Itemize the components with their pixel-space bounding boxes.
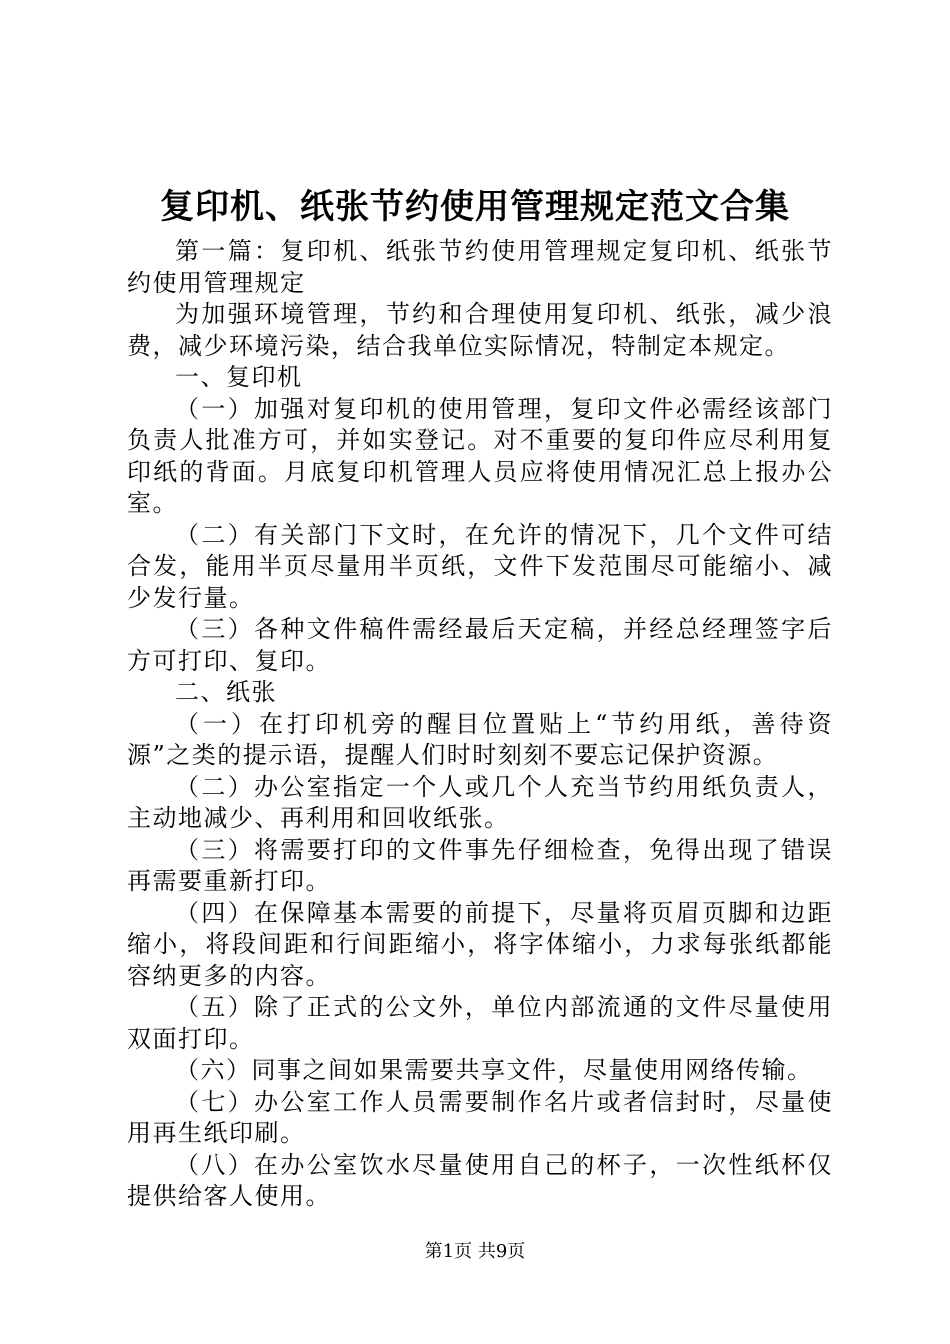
paragraph-paper-8: （八）在办公室饮水尽量使用自己的杯子，一次性纸杯仅提供给客人使用。: [127, 1150, 833, 1210]
section-heading-paper: 二、纸张: [175, 678, 277, 706]
paragraph-paper-4: （四）在保障基本需要的前提下，尽量将页眉页脚和边距缩小，将段间距和行间距缩小，将字体缩小，力求每张纸都能容纳更多的内容。: [127, 898, 833, 990]
paragraph-paper-7: （七）办公室工作人员需要制作名片或者信封时，尽量使用再生纸印刷。: [127, 1087, 833, 1147]
page-footer: 第1页 共9页: [424, 1241, 526, 1262]
document-title: 复印机、纸张节约使用管理规定范文合集: [160, 187, 790, 227]
paragraph-paper-1: （一）在打印机旁的醒目位置贴上“节约用纸，善待资源”之类的提示语，提醒人们时时刻刻不要忘记保护资源。: [127, 709, 833, 769]
section-heading-copier: 一、复印机: [175, 363, 303, 391]
paragraph-paper-6: （六）同事之间如果需要共享文件，尽量使用网络传输。: [175, 1056, 813, 1084]
paragraph-1: 第一篇：复印机、纸张节约使用管理规定复印机、纸张节约使用管理规定: [127, 237, 833, 297]
paragraph-paper-3: （三）将需要打印的文件事先仔细检查，免得出现了错误再需要重新打印。: [127, 835, 833, 895]
document-body: [127, 236, 833, 1213]
paragraph-paper-5: （五）除了正式的公文外，单位内部流通的文件尽量使用双面打印。: [127, 993, 833, 1053]
paragraph-copier-3: （三）各种文件稿件需经最后天定稿，并经总经理签字后方可打印、复印。: [127, 615, 833, 675]
paragraph-2: 为加强环境管理，节约和合理使用复印机、纸张，减少浪费，减少环境污染，结合我单位实际情况，特制定本规定。: [127, 300, 833, 360]
paragraph-copier-2: （二）有关部门下文时，在允许的情况下，几个文件可结合发，能用半页尽量用半页纸，文件下发范围尽可能缩小、减少发行量。: [127, 520, 833, 612]
paragraph-paper-2: （二）办公室指定一个人或几个人充当节约用纸负责人，主动地减少、再利用和回收纸张。: [127, 772, 833, 832]
paragraph-copier-1: （一）加强对复印机的使用管理，复印文件必需经该部门负责人批准方可，并如实登记。对不重要的复印件应尽利用复印纸的背面。月底复印机管理人员应将使用情况汇总上报办公室。: [127, 394, 833, 517]
